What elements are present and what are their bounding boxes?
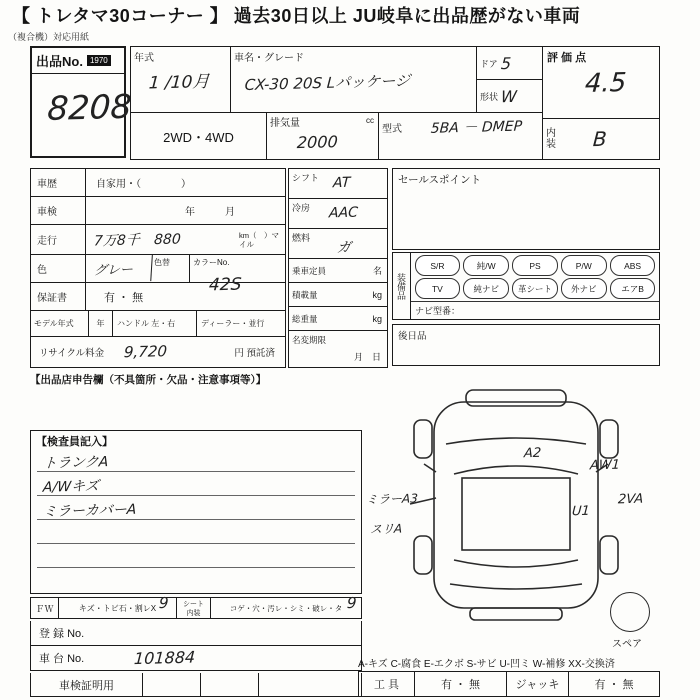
ac-value: AAC — [328, 204, 359, 222]
modelyear-row — [31, 311, 285, 337]
weight-unit: kg — [372, 313, 382, 324]
certificate-empty-cell — [201, 673, 259, 696]
registration-row — [30, 621, 362, 646]
equip-badge-ps: PS — [512, 255, 558, 276]
seat-condition-text: コゲ・穴・汚レ・シミ・破レ・タ — [229, 603, 343, 613]
sales-point-box — [392, 168, 660, 250]
paper-note: （複合機）対応用紙 — [8, 32, 90, 42]
ac-row — [289, 199, 387, 229]
shaken-row — [31, 197, 285, 225]
inspector-note-3: ミラーカバーA — [42, 501, 137, 521]
middle-table — [288, 168, 388, 368]
seat-label-line2: 内装 — [186, 610, 201, 618]
damage-mark-a2: A2 — [523, 445, 542, 462]
damage-mark-aw1: AW1 — [589, 457, 621, 474]
equip-badge-aw: 純/W — [463, 255, 509, 276]
score-cell — [543, 47, 659, 119]
details-table — [30, 168, 286, 368]
warranty-value: 有 ・ 無 — [104, 291, 144, 304]
later-items-box — [392, 324, 660, 366]
seat-interior-label — [177, 598, 211, 618]
lot-chip: 1970 — [87, 55, 111, 66]
declaration-label: 【出品店申告欄（不具箇所・欠品・注意事項等）】 — [30, 374, 267, 386]
color-no-label: カラーNo. — [193, 258, 230, 267]
chassis-row — [30, 646, 362, 671]
handle-label: ハンドル 左・右 — [113, 311, 197, 336]
displacement-value: 2000 — [296, 132, 339, 153]
history-value: 自家用・（ ） — [96, 179, 191, 190]
fw-label: ＦＷ — [31, 598, 59, 618]
weight-label: 総重量 — [292, 313, 318, 324]
capacity-label: 乗車定員 — [292, 265, 327, 276]
jack-label: ジャッキ — [507, 672, 569, 696]
shift-row — [289, 169, 387, 199]
model-code-value: 5BA － DMEP — [430, 118, 524, 137]
fuel-value: ガ — [336, 239, 352, 257]
spare-tire-icon — [610, 592, 650, 632]
seat-condition-mark: 9 — [346, 593, 358, 613]
chassis-value: 101884 — [133, 647, 197, 668]
recycle-unit: 円 預託済 — [234, 348, 275, 359]
year-label: 年式 — [134, 53, 154, 64]
lot-label: 出品No. — [36, 54, 83, 69]
fuel-row — [289, 229, 387, 259]
fuel-label: 燃料 — [292, 233, 311, 243]
shaken-value: 年 月 — [185, 207, 235, 218]
equipment-row-2 — [411, 276, 659, 301]
inspector-note-2: A/Wキズ — [42, 478, 100, 496]
shift-value: AT — [332, 174, 351, 192]
recycle-value: 9,720 — [123, 342, 168, 362]
equipment-row-1 — [411, 253, 659, 276]
deadline-unit: 月 日 — [353, 352, 381, 362]
equip-badge-navi: 純ナビ — [463, 278, 509, 299]
inspector-line — [37, 543, 355, 544]
mileage-label: 走行 — [31, 225, 86, 254]
seat-label-line1: シート — [183, 601, 204, 608]
warranty-row — [31, 274, 285, 311]
door-shape-cell — [477, 47, 543, 113]
certificate-empty-cell — [259, 673, 361, 696]
spare-tire-label: スペア — [612, 639, 642, 650]
inspector-note-1: トランクA — [42, 454, 109, 472]
model-year-label: モデル年式 — [31, 311, 89, 336]
equipment-label: 装備品 — [393, 253, 411, 319]
color-change-label: 色替 — [152, 255, 190, 282]
jack-value: 有 ・ 無 — [594, 679, 634, 691]
load-row — [289, 283, 387, 307]
displacement-cell — [267, 113, 379, 159]
inspector-label: 【検査員記入】 — [36, 436, 113, 448]
interior-label: 内装 — [546, 128, 556, 150]
inspector-box — [30, 430, 362, 594]
equip-badge-pw: P/W — [561, 255, 607, 276]
shape-value: W — [500, 86, 518, 106]
door-value: 5 — [500, 53, 512, 73]
door-label: ドア — [480, 58, 498, 69]
recycle-row — [31, 337, 285, 367]
load-label: 積載量 — [292, 289, 318, 300]
equip-badge-sr: S/R — [415, 255, 461, 276]
model-code-label: 型式 — [382, 124, 402, 135]
displacement-unit: cc — [366, 116, 374, 125]
damage-legend: A-キズ C-腐食 E-エクボ S-サビ U-凹ミ W-補修 XX-交換済 — [358, 659, 615, 670]
history-row — [31, 169, 285, 197]
weight-row — [289, 307, 387, 331]
color-label: 色 — [31, 255, 86, 282]
registration-label: 登 録 No. — [39, 628, 85, 640]
lot-number-value: 8208 — [46, 86, 133, 128]
shaken-label: 車検 — [31, 197, 86, 224]
grade-label: 車名・グレード — [234, 53, 304, 64]
glass-condition-label: キズ・トビ石・割レX — [59, 598, 177, 618]
chassis-label: 車 台 No. — [39, 653, 85, 665]
grade-cell — [231, 47, 477, 113]
recycle-label: リサイクル料金 — [39, 348, 105, 359]
color-value: グレー — [85, 254, 153, 283]
car-diagram — [366, 386, 664, 624]
vehicle-header-table — [130, 46, 660, 160]
certificate-label: 車検証明用 — [31, 673, 143, 696]
mileage-row — [31, 225, 285, 255]
capacity-unit: 名 — [372, 266, 382, 276]
damage-mark-2va: 2VA — [617, 491, 644, 508]
certificate-row — [30, 673, 362, 697]
condition-row — [30, 593, 362, 619]
warranty-label: 保証書 — [31, 283, 86, 310]
sales-point-label: セールスポイント — [398, 174, 482, 186]
equipment-box — [392, 252, 660, 320]
interior-cell — [543, 119, 659, 159]
color-row — [31, 255, 285, 283]
model-year-unit: 年 — [89, 311, 113, 336]
capacity-row — [289, 259, 387, 283]
interior-value: B — [592, 126, 608, 152]
load-unit: kg — [372, 289, 382, 300]
grade-value: CX-30 20S Lパッケージ — [244, 71, 411, 94]
damage-mark-u1: U1 — [571, 503, 591, 520]
deadline-label: 名変期限 — [292, 335, 327, 345]
drive-cell: 2WD・4WD — [131, 113, 267, 159]
history-label: 車歴 — [31, 169, 86, 196]
damage-mark-suri: スリA — [369, 521, 403, 537]
deadline-row — [289, 331, 387, 367]
certificate-empty-cell — [143, 673, 201, 696]
year-cell — [131, 47, 231, 113]
equip-badge-airbag: エアB — [610, 278, 656, 299]
lot-number-box — [30, 46, 133, 158]
score-value: 4.5 — [584, 67, 628, 99]
shape-label: 形状 — [480, 91, 499, 102]
displacement-label: 排気量 — [270, 118, 300, 129]
tool-value: 有 ・ 無 — [415, 672, 507, 696]
tool-label: 工 具 — [359, 672, 415, 696]
later-items-label: 後日品 — [398, 331, 427, 342]
tools-row — [358, 671, 660, 697]
model-code-cell — [379, 113, 543, 159]
equip-badge-tv: TV — [415, 278, 461, 299]
dealer-label: ディーラー・並行 — [201, 319, 265, 328]
ac-label: 冷房 — [292, 203, 311, 213]
year-value: 1 /10月 — [148, 71, 211, 94]
color-no-value: 42S — [208, 274, 243, 296]
score-label: 評 価 点 — [547, 52, 587, 64]
shift-label: シフト — [292, 173, 320, 183]
mileage-value-2: 880 — [153, 230, 182, 248]
damage-mark-mirror: ミラーA3 — [365, 491, 419, 507]
equip-badge-ext-navi: 外ナビ — [561, 278, 607, 299]
mileage-value: 7万8千 — [93, 231, 141, 249]
mileage-unit: km（ ）マイル — [239, 230, 279, 249]
navi-model-label: ナビ型番： — [411, 301, 659, 319]
equip-badge-abs: ABS — [610, 255, 656, 276]
equip-badge-leather: 革シート — [512, 278, 558, 299]
page-title: 【 トレタマ30コーナー 】 過去30日以上 JU岐阜に出品歴がない車両 — [12, 6, 581, 26]
glass-condition-mark: 9 — [158, 593, 170, 613]
inspector-line — [37, 567, 355, 568]
